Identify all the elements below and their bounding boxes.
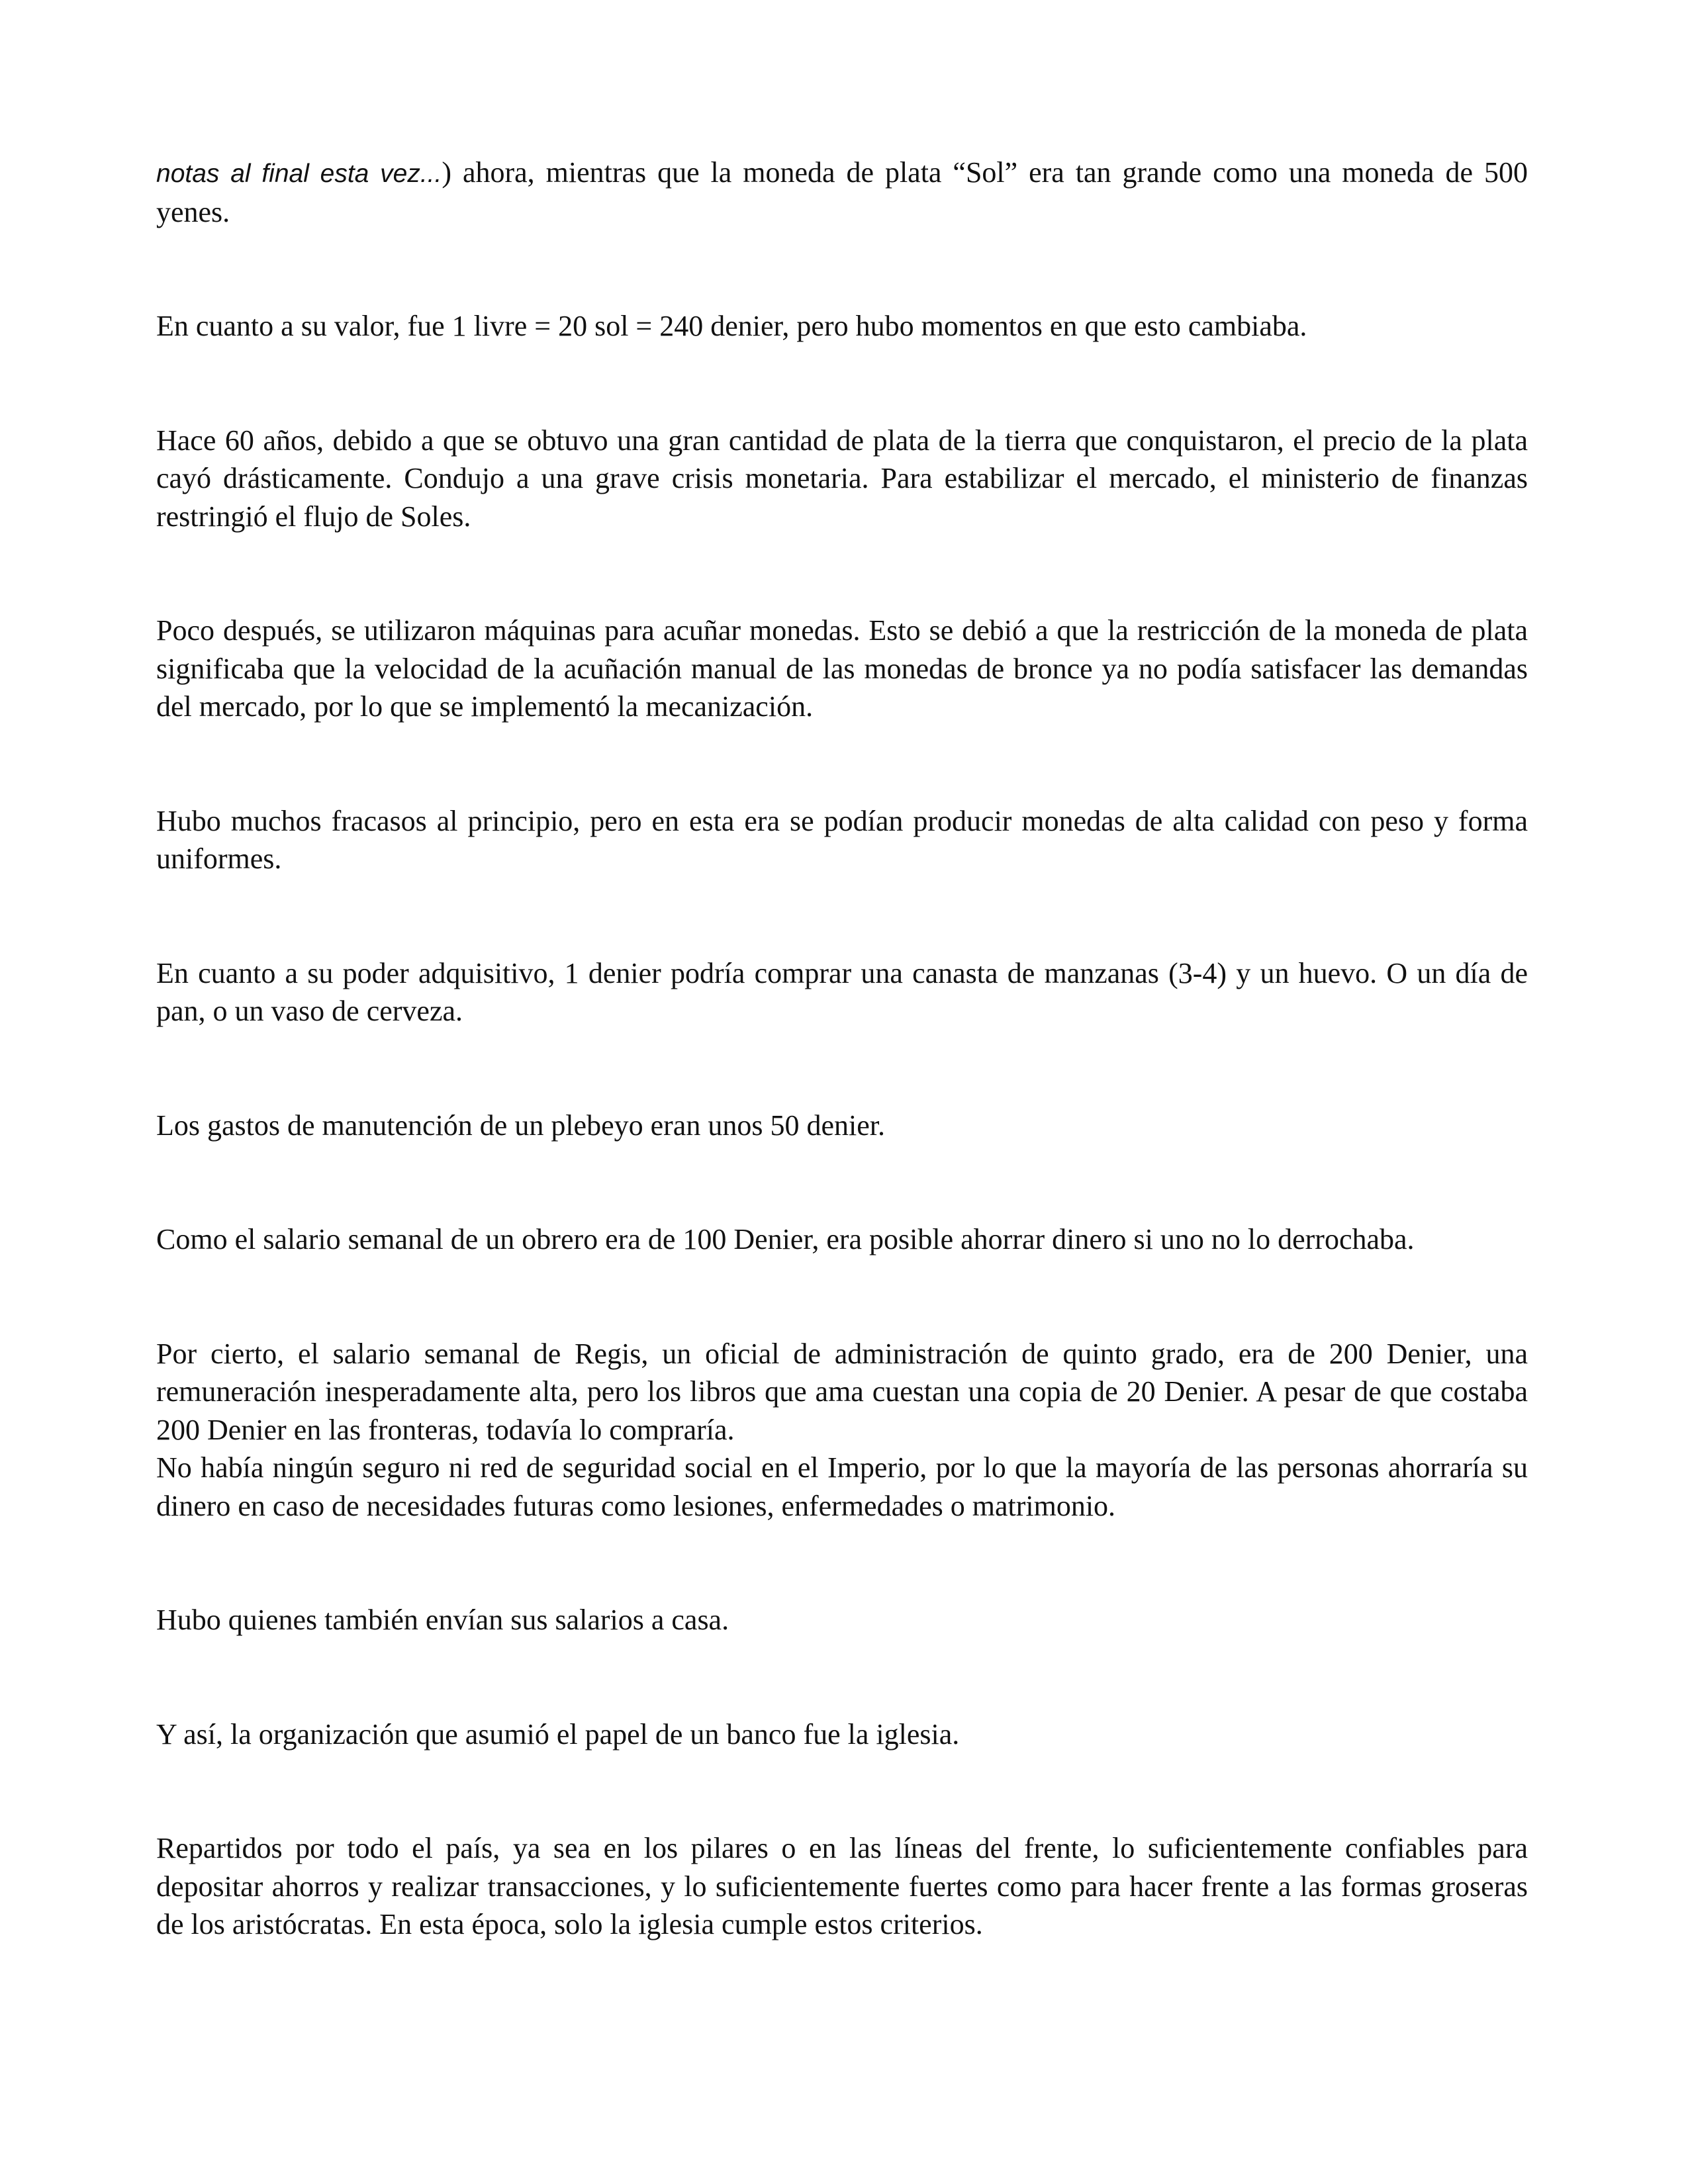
paragraph-sending-salaries: Hubo quienes también envían sus salarios a casa.	[156, 1604, 729, 1636]
paragraph-worker-salary: Como el salario semanal de un obrero era de 100 Denier, era posible ahorrar dinero si uno no lo derrochaba.	[156, 1223, 1415, 1255]
paragraph-currency-value: En cuanto a su valor, fue 1 livre = 20 sol = 240 denier, pero hubo momentos en que esto cambiaba.	[156, 310, 1307, 342]
paragraph-silver-crisis: Hace 60 años, debido a que se obtuvo una gran cantidad de plata de la tierra que conquistaron, el precio de la plata cayó drásticamente. Condujo a una grave crisis monetaria. Para estabilizar el mercado, el ministerio de finanzas restringió el flujo de Soles.	[156, 424, 1528, 533]
paragraph-purchasing-power: En cuanto a su poder adquisitivo, 1 denier podría comprar una canasta de manzanas (3-4) y un huevo. O un día de pan, o un vaso de cerveza.	[156, 956, 1528, 1027]
paragraph-regis-salary: Por cierto, el salario semanal de Regis, un oficial de administración de quinto grado, era de 200 Denier, una remuneración inesperadamente alta, pero los libros que ama cuestan una copia de 20 Denier. A pesar de que costaba 200 Denier en las fronteras, todavía lo compraría.	[156, 1337, 1528, 1446]
paragraph-sol-coin	[156, 154, 1528, 231]
paragraph-lead-italic: notas al final esta vez...	[156, 159, 442, 188]
paragraph-minting-machines: Poco después, se utilizaron máquinas para acuñar monedas. Esto se debió a que la restricción de la moneda de plata significaba que la velocidad de la acuñación manual de las monedas de bronce ya no podía satisfacer las demandas del mercado, por lo que se implementó la mecanización.	[156, 614, 1528, 723]
document-body	[156, 154, 1528, 1944]
paragraph-text: ) ahora, mientras que la moneda de plata “Sol” era tan grande como una moneda de 500 yenes.	[156, 156, 1528, 228]
paragraph-church-criteria: Repartidos por todo el país, ya sea en los pilares o en las líneas del frente, lo suficientemente confiables para depositar ahorros y realizar transacciones, y lo suficientemente fuertes como para hacer frente a las formas groseras de los aristócratas. En esta época, solo la iglesia cumple estos criterios.	[156, 1832, 1528, 1940]
paragraph-church-bank: Y así, la organización que asumió el papel de un banco fue la iglesia.	[156, 1717, 960, 1751]
paragraph-living-costs: Los gastos de manutención de un plebeyo eran unos 50 denier.	[156, 1109, 885, 1142]
paragraph-social-security: No había ningún seguro ni red de seguridad social en el Imperio, por lo que la mayoría de las personas ahorraría su dinero en caso de necesidades futuras como lesiones, enfermedades o matrimonio.	[156, 1451, 1528, 1522]
paragraph-coin-quality: Hubo muchos fracasos al principio, pero en esta era se podían producir monedas de alta calidad con peso y forma uniformes.	[156, 804, 1528, 875]
